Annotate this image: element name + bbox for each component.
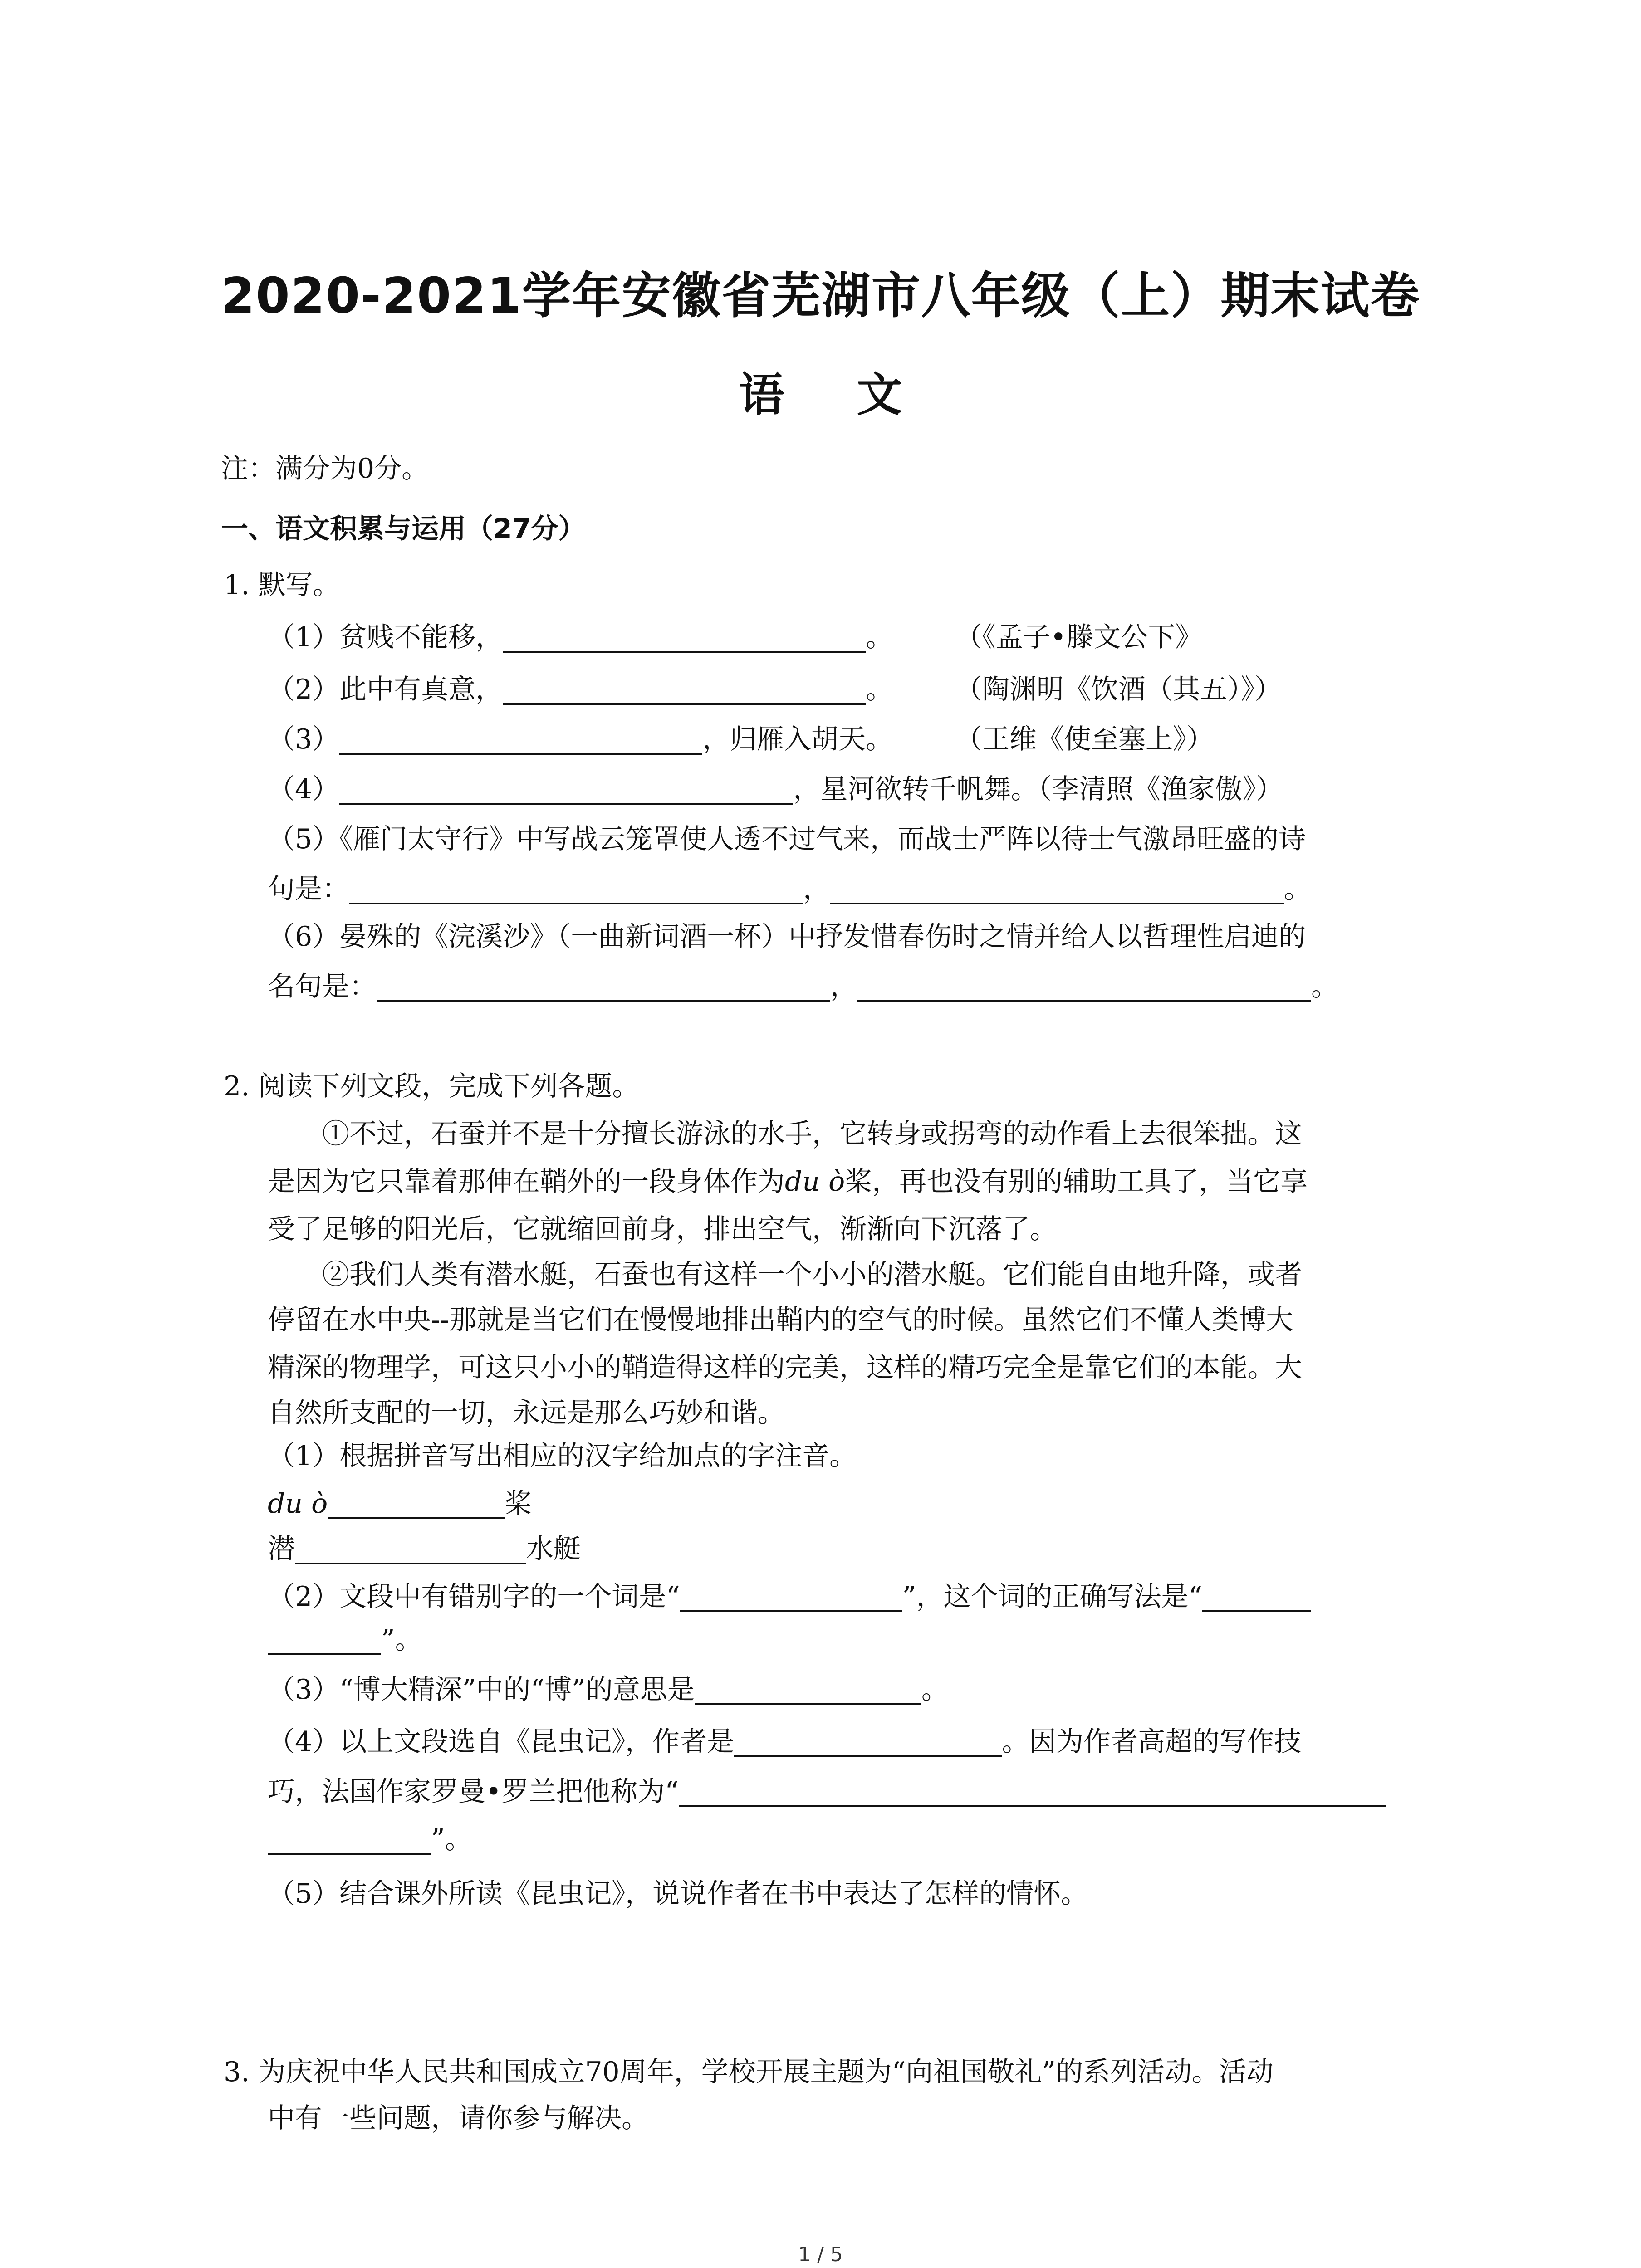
- q1-item-6-line-2: 名句是： ， 。: [268, 971, 1338, 1002]
- answer-blank[interactable]: [328, 1490, 505, 1519]
- q1-item-1: （1）贫贱不能移， 。: [268, 621, 893, 653]
- q3-line-2: 中有一些问题，请你参与解决。: [268, 2102, 649, 2134]
- answer-blank[interactable]: [680, 1583, 902, 1612]
- passage-p1-line-1: ①不过，石蚕并不是十分擅长游泳的水手，它转身或拐弯的动作看上去很笨拙。这: [322, 1118, 1302, 1150]
- passage-p2-line-4: 自然所支配的一切，永远是那么巧妙和谐。: [268, 1397, 785, 1429]
- q1-item-6-line-1: （6）晏殊的《浣溪沙》（一曲新词酒一杯）中抒发惜春伤时之情并给人以哲理性启迪的: [268, 921, 1306, 953]
- answer-blank[interactable]: [503, 676, 866, 705]
- passage-p1-line-3: 受了足够的阳光后，它就缩回前身，排出空气，渐渐向下沉落了。: [268, 1213, 1057, 1245]
- answer-blank[interactable]: [734, 1728, 1002, 1757]
- q1-stem: 1. 默写。: [224, 569, 340, 601]
- passage-p2-line-1: ②我们人类有潜水艇，石蚕也有这样一个小小的潜水艇。它们能自由地升降，或者: [322, 1259, 1302, 1290]
- answer-blank[interactable]: [857, 973, 1311, 1002]
- q2-sub-5: （5）结合课外所读《昆虫记》，说说作者在书中表达了怎样的情怀。: [268, 1878, 1088, 1910]
- answer-blank[interactable]: [268, 1626, 381, 1655]
- q2-stem: 2. 阅读下列文段，完成下列各题。: [224, 1070, 640, 1102]
- q1-item-5-line-1: （5）《雁门太守行》中写战云笼罩使人透不过气来，而战士严阵以待士气激昂旺盛的诗: [268, 823, 1306, 855]
- subject-title: [0, 358, 1641, 424]
- answer-blank[interactable]: [349, 875, 803, 904]
- q3-line-1: 3. 为庆祝中华人民共和国成立70周年，学校开展主题为“向祖国敬礼”的系列活动。活动: [224, 2056, 1274, 2088]
- q2-sub-4-line-3: ”。: [268, 1826, 472, 1855]
- q2-sub-4: （4）以上文段选自《昆虫记》，作者是 。因为作者高超的写作技: [268, 1726, 1302, 1758]
- q2-sub-3: （3）“博大精深”中的“博”的意思是 。: [268, 1674, 949, 1706]
- q2-sub-1: （1）根据拼音写出相应的汉字给加点的字注音。: [268, 1440, 857, 1472]
- subject-char-1: 语: [739, 368, 784, 421]
- q1-item-3: （3） ，归雁入胡天。: [268, 723, 893, 755]
- q1-item-2-source: （陶渊明《饮酒（其五）》）: [955, 674, 1282, 705]
- exam-title: 2020-2021学年安徽省芜湖市八年级（上）期末试卷: [220, 268, 1421, 324]
- page-number: 1 / 5: [798, 2243, 843, 2266]
- q1-item-3-source: （王维《使至塞上》）: [955, 723, 1214, 755]
- section-heading: 一、语文积累与运用（27分）: [221, 513, 586, 545]
- answer-blank[interactable]: [695, 1676, 921, 1705]
- score-note: 注：满分为0分。: [221, 453, 429, 484]
- q1-item-1-source: （《孟子•滕文公下》: [955, 621, 1203, 653]
- answer-blank[interactable]: [377, 973, 830, 1002]
- answer-blank[interactable]: [679, 1778, 1386, 1807]
- q2-sub-2-cont: ”。: [268, 1626, 422, 1655]
- passage-p2-line-3: 精深的物理学，可这只小小的鞘造得这样的完美，这样的精巧完全是靠它们的本能。大: [268, 1352, 1302, 1383]
- answer-blank[interactable]: [339, 726, 702, 755]
- answer-blank[interactable]: [503, 624, 866, 653]
- answer-blank[interactable]: [1202, 1583, 1311, 1612]
- q1-item-4: （4） ，星河欲转千帆舞。（李清照《渔家傲》）: [268, 773, 1283, 805]
- q2-sub-1-b: 潜 水艇: [268, 1533, 581, 1565]
- passage-p2-line-2: 停留在水中央--那就是当它们在慢慢地排出鞘内的空气的时候。虽然它们不懂人类博大: [268, 1304, 1293, 1336]
- q2-sub-1-a: du ò 桨: [268, 1488, 532, 1520]
- q2-sub-4-line-2: 巧，法国作家罗曼•罗兰把他称为“: [268, 1778, 1386, 1807]
- q2-sub-2: （2）文段中有错别字的一个词是“ ”，这个词的正确写法是“: [268, 1583, 1311, 1612]
- answer-blank[interactable]: [830, 875, 1284, 904]
- answer-blank[interactable]: [268, 1826, 431, 1855]
- q1-item-5-line-2: 句是： ， 。: [268, 873, 1311, 905]
- answer-blank[interactable]: [339, 776, 793, 805]
- q1-item-2: （2）此中有真意， 。: [268, 674, 893, 705]
- answer-blank[interactable]: [295, 1535, 526, 1564]
- subject-char-2: 文: [857, 368, 902, 421]
- passage-p1-line-2: 是因为它只靠着那伸在鞘外的一段身体作为du ò桨，再也没有别的辅助工具了，当它享: [268, 1166, 1308, 1198]
